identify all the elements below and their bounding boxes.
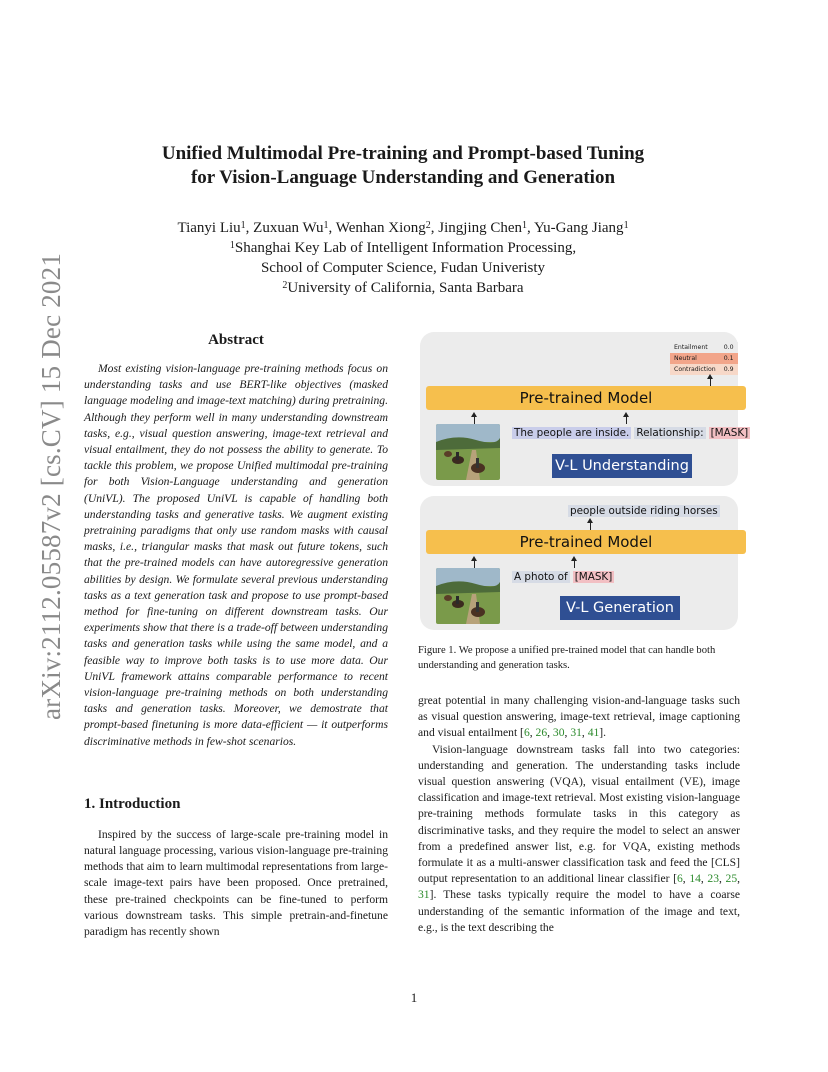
understanding-panel [420,332,749,486]
contradiction-row: Contradiction 0.9 [670,364,738,375]
title-line-1: Unified Multimodal Pre-training and Prompt-based Tuning [161,143,645,164]
generation-output-text: people outside riding horses [570,505,718,517]
paper-title [100,142,706,190]
introduction-text: Inspired by the success of large-scale pre-training model in natural language processing, various vision-language pre-training methods that aim to learn multimodal representations from large-scale image-text pairs have been proposed. Once pretrained, these pre-trained checkpoints can be fine-tuned to perform various downstream tasks. This simple pretrain-and-finetune paradigm has recently shown [84,827,388,939]
introduction-heading: 1. Introduction [84,795,181,812]
horse-riding-photo [436,568,500,624]
affiliation-2: $^2$University of California, Santa Barbara [282,280,524,296]
citation-link[interactable]: 25 [725,872,738,886]
vl-understanding-label: V-L Understanding [552,454,692,478]
generation-input-text: A photo of [MASK] [514,571,613,583]
affiliation-1: $^1$Shanghai Key Lab of Intelligent Information Processing, [229,240,577,256]
arrow-up-icon [706,374,714,386]
figure-caption: Figure 1. We propose a unified pre-trained model that can handle both understanding and generation tasks. [418,645,716,671]
citation-link[interactable]: 26 [535,726,548,740]
citation-link[interactable]: 6 [523,726,530,740]
arrow-up-icon [586,518,594,530]
citation-link[interactable]: 41 [587,726,600,740]
abstract-heading: Abstract [208,332,264,348]
arrow-up-icon [622,412,630,424]
affiliation-1b: School of Computer Science, Fudan Univeristy [260,260,546,276]
right-paragraph-2: Vision-language downstream tasks fall into two categories: understanding and generation. The understanding tasks include visual question answering (VQA), visual entailment (VE), image classification and image-text retrieval. Most existing vision-language pre-training methods formulate tasks in this category as discriminative tasks, and they require the model to select an answer from a predefined answer list, e.g. for VQA, existing methods formulate it as a multi-answer classification task and feed the [CLS] output representation to an additional linear classifier [6, 14, 23, 25, 31]. These tasks typically require the model to have a coarse understanding of the semantic information of the image and text, e.g., is the text describing the [418,742,741,934]
citation-link[interactable]: 23 [707,872,720,886]
vl-generation-label: V-L Generation [560,596,680,620]
abstract-text: Most existing vision-language pre-training methods focus on understanding tasks and use BERT-like objectives (masked language modeling and image-text matching) during pretraining. Although they perform well in many understanding downstream tasks, e.g., visual question answering, image-text retrieval and visual entailment, they do not possess the ability to generate. To tackle this problem, we propose Unified multimodal pre-training for both Vision-Language understanding and generation (UniVL). The proposed UniVL is capable of handling both understanding tasks and generative tasks. We augment existing pretraining paradigms that only use random masks with causal masks, i.e., triangular masks that mask out future tokens, such that the pre-trained models can have autoregressive generation abilities by design. We formulate several previous understanding tasks as a text generation task and propose to use prompt-based method for fine-tuning on different downstream tasks. Our experiments show that there is a trade-off between understanding tasks and generation tasks while using the same model, and a feasible way to improve both tasks is to use more data. Our UniVL framework attains comparable performance to recent vision-language pre-training methods on both understanding tasks and generation tasks. Moreover, we demostrate that prompt-based finetuning is more data-efficient — it outperforms discriminative methods in few-shot scenarios. [84,362,388,748]
understanding-input-text: The people are inside. Relationship: [MASK] [514,427,749,439]
arrow-up-icon [470,412,478,424]
title-line-2: for Vision-Language Understanding and Generation [190,167,616,188]
citation-link[interactable]: 14 [689,872,701,886]
neutral-row: Neutral 0.1 [670,353,738,364]
citation-link[interactable]: 31 [418,888,430,902]
arrow-up-icon [470,556,478,568]
citation-link[interactable]: 31 [570,726,582,740]
entailment-table [670,342,738,375]
page-number: 1 [410,990,418,1005]
pretrained-model-bar: Pre-trained Model [426,530,746,554]
horse-riding-photo [436,424,500,480]
right-paragraph-1: great potential in many challenging vision-and-language tasks such as visual question answering, image-text retrieval, image captioning and visual entailment [6, 26, 30, 31, 41]. [418,694,740,740]
citation-link[interactable]: 30 [552,726,565,740]
author-block [100,218,706,298]
right-column [418,330,749,936]
author-list: Tianyi Liu$^1$, Zuxuan Wu$^1$, Wenhan Xiong$^2$, Jingjing Chen$^1$, Yu-Gang Jiang$^1$ [177,220,629,236]
pretrained-model-bar: Pre-trained Model [426,386,746,410]
generation-panel [420,496,738,630]
citation-link[interactable]: 6 [677,872,683,886]
entailment-row: Entailment 0.0 [670,342,738,353]
left-column [84,330,388,940]
arrow-up-icon [570,556,578,568]
arxiv-stamp: arXiv:2112.05587v2 [cs.CV] 15 Dec 2021 [36,252,66,720]
figure-1 [418,330,749,632]
